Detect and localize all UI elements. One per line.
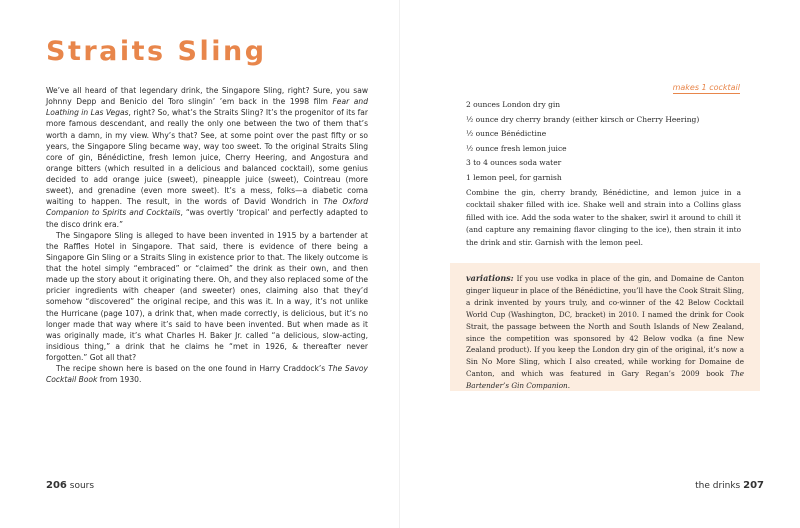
ingredient-item: ½ ounce dry cherry brandy (either kirsch or Cherry Heering)	[466, 114, 700, 124]
book-title: The Oxford Companion to Spirits and Cocktails	[46, 197, 368, 218]
ingredient-item: ½ ounce Bénédictine	[466, 129, 547, 139]
book-title: The Bartender’s Gin Companion	[466, 369, 744, 391]
intro-text	[46, 85, 368, 385]
intro-text-span: , right? So, what’s the Straits Sling? It’s the progenitor of its far more famous descendant, and really the only one between the two of them that’s worth a damn, in my view. Why’s that? See, at some point over the past fifty or so years, the Singapore Sling became way, way too sweet. To the original Straits Sling core of gin, Bénédictine, fresh lemon juice, Cherry Heering, and Angostura and orange bitters (which resulted in a delicious and balanced cocktail), some genius decided to add orange juice (sweet), pineapple juice (sweet), Cointreau (more sweet), and grenadine (even more sweet). It’s a mess, folks—a diabetic coma waiting to happen. The result, in the words of David Wondrich in	[46, 108, 368, 207]
variations-span: If you use vodka in place of the gin, and Domaine de Canton ginger liqueur in place of the Bénédictine, you’ll have the Cook Strait Sling, a drink invented by yours truly, and co-winner of the 42 Below Cocktail World Cup (Washington, DC, bracket) in 2010. I named the drink for Cook Strait, the passage between the North and South Islands of New Zealand, since the competition was sponsored by 42 Below vodka (a fine New Zealand product). If you keep the London dry gin of the original, it’s now a Sin No More Sling, which I also created, while working for Domaine de Canton, and which was featured in Gary Regan’s 2009 book	[466, 274, 744, 379]
page-number: 207	[743, 480, 764, 491]
ingredient-list	[466, 98, 699, 186]
yield-label: makes 1 cocktail	[672, 83, 740, 92]
intro-text-span: from 1930.	[97, 375, 142, 385]
ingredient-item: 2 ounces London dry gin	[466, 100, 561, 109]
intro-text-span: The Singapore Sling is alleged to have been invented in 1915 by a bartender at the Raffles Hotel in Singapore. That said, there is evidence of there being a Singapore Gin Sling or a Straits Sling in existence prior to that. The likely outcome is that the hotel simply “embraced” or “claimed” the drink as their own, and then made up the story about it originating there. Oh, and they also replaced some of the pricier ingredients with cheaper (and sweeter) ones, claiming also that they’d somehow “discovered” the original recipe, and this was it. In a way, it’s not unlike the Hurricane (page 107), a drink that, when made correctly, is delicious, but it’s no longer made that way where it’s said to have been invented. But when made as it was originally made, it’s what Charles H. Baker Jr. called “a delicious, slow-acting, insidious thing,” a drink that he claims he “met in 1926, & thereafter never forgotten.” Got all that?	[46, 230, 368, 362]
page-number: 206	[46, 480, 67, 491]
right-page	[400, 0, 800, 528]
variations-label: variations:	[466, 273, 514, 283]
folio-left	[46, 480, 94, 491]
intro-paragraph-1	[46, 85, 368, 230]
variations-span: .	[567, 381, 570, 391]
variations-box	[450, 263, 760, 391]
section-name: sours	[69, 481, 95, 491]
intro-paragraph-3	[46, 363, 368, 385]
ingredient-item: 1 lemon peel, for garnish	[466, 172, 562, 182]
recipe-title: Straits Sling	[46, 36, 267, 67]
book-title: The Savoy Cocktail Book	[46, 364, 368, 385]
intro-paragraph-2	[46, 230, 368, 364]
folio-right	[695, 480, 764, 491]
section-name: the drinks	[695, 481, 741, 491]
intro-text-span: We’ve all heard of that legendary drink, the Singapore Sling, right? Sure, you saw Johnny Depp and Benicio del Toro slingin’ ’em back in the 1998 film	[46, 86, 368, 107]
intro-text-span: The recipe shown here is based on the one found in Harry Craddock’s	[56, 364, 329, 374]
method-text: Combine the gin, cherry brandy, Bénédictine, and lemon juice in a cocktail shaker filled with ice. Shake well and strain into a Collins glass filled with ice. Add the soda water to the shaker, swirl it around to chill it (and capture any remaining flavor clinging to the ice), then strain it into the drink and stir. Garnish with the lemon peel.	[466, 188, 741, 247]
ingredient-item: ½ ounce fresh lemon juice	[466, 143, 567, 153]
film-title: Fear and Loathing in Las Vegas	[46, 97, 368, 118]
variations-text	[466, 273, 744, 392]
intro-text-span: , “was overtly ‘tropical’ and perfectly adapted to the disco drink era.”	[46, 208, 368, 229]
ingredient-item: 3 to 4 ounces soda water	[466, 158, 562, 168]
